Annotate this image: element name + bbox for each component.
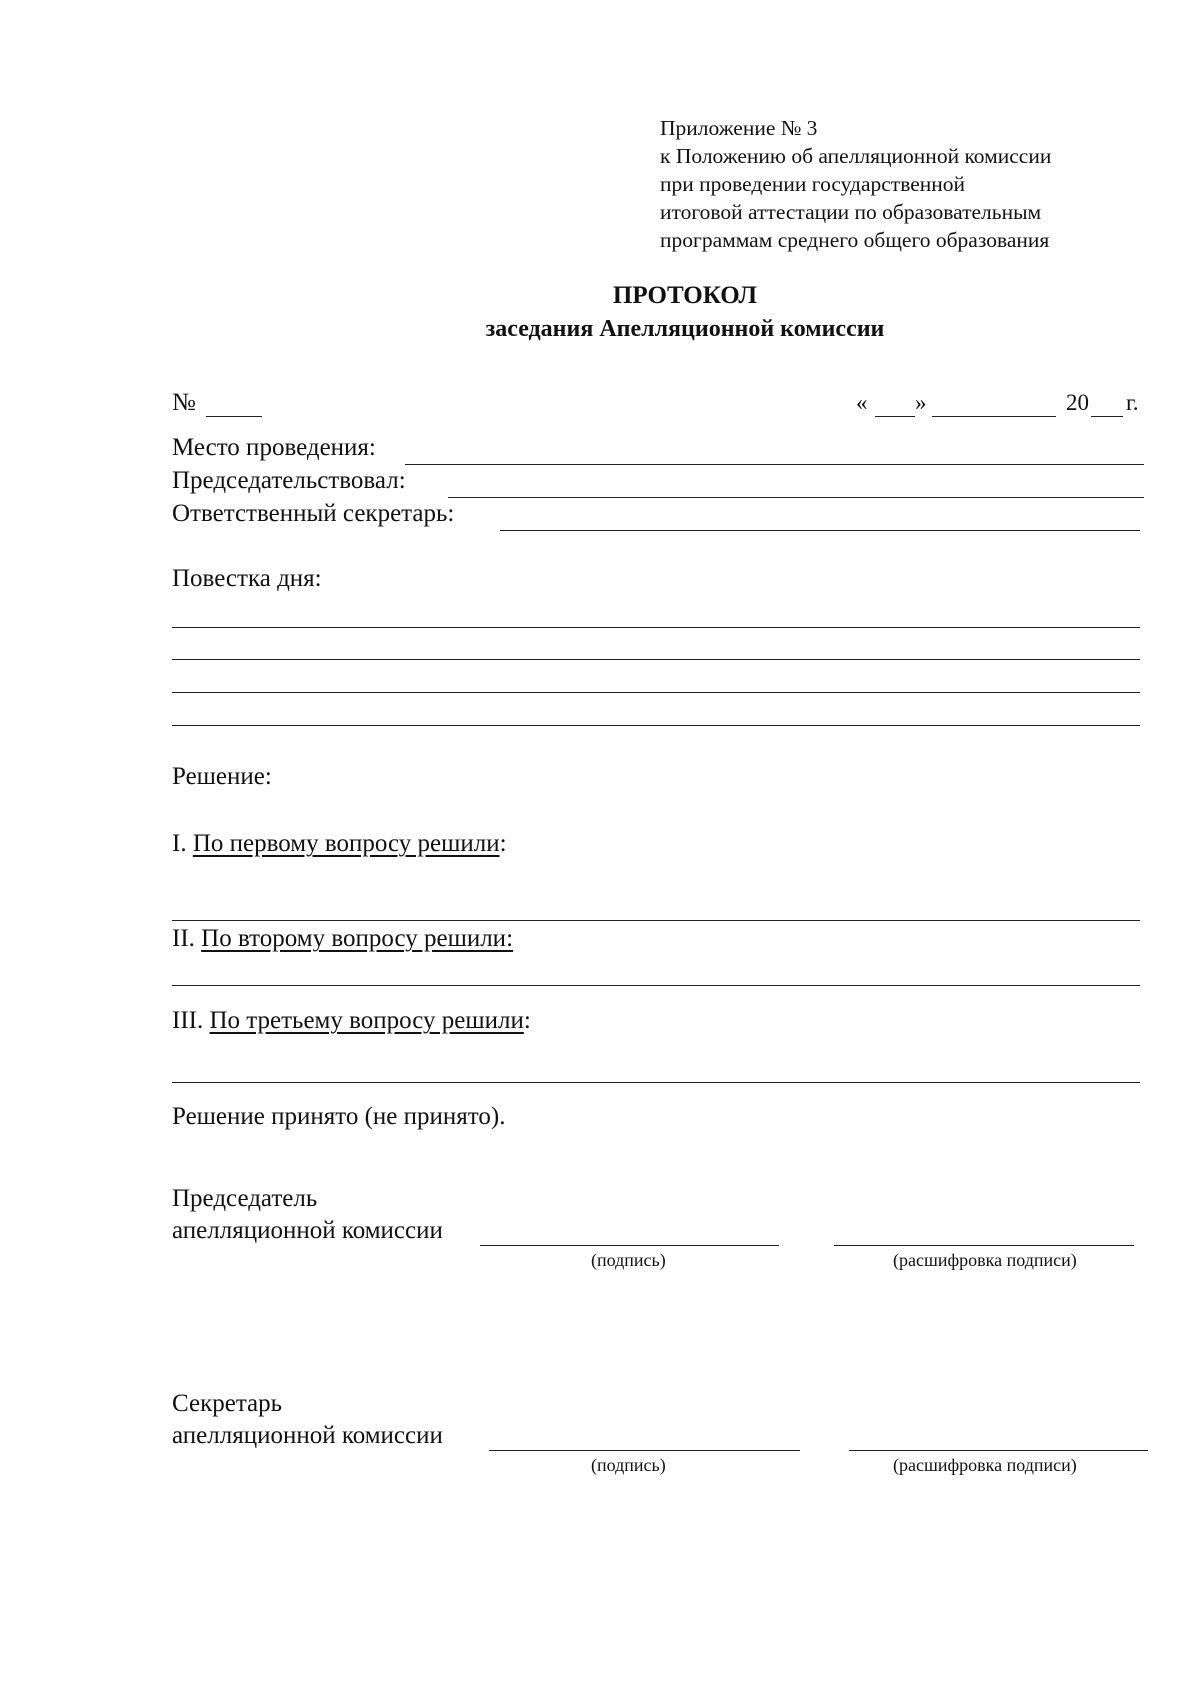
secretary-label: Ответственный секретарь: [172, 500, 455, 527]
date-open-quote: « [856, 390, 868, 415]
chair-decoding-caption: (расшифровка подписи) [893, 1250, 1077, 1270]
question-numeral: I. [172, 830, 187, 857]
appendix-line: программам среднего общего образования [660, 228, 1050, 252]
agenda-line[interactable] [172, 692, 1140, 693]
question-text: По первому вопросу решили [192, 830, 500, 857]
appendix-line: к Положению об апелляционной комиссии [660, 144, 1052, 168]
secretary-signature-title-line2: апелляционной комиссии [172, 1422, 443, 1449]
secretary-signature-caption: (подпись) [591, 1455, 666, 1475]
chair-signature-title: Председатель [172, 1185, 318, 1212]
appendix-line: при проведении государственной [660, 172, 966, 196]
place-label: Место проведения: [172, 434, 376, 461]
year-prefix: 20 [1066, 390, 1089, 415]
appendix-line: Приложение № 3 [660, 116, 818, 140]
appendix-block [660, 114, 1051, 254]
question-numeral: III. [172, 1007, 204, 1034]
document-subtitle: заседания Апелляционной комиссии [485, 316, 885, 342]
date-close-quote: » [915, 390, 927, 415]
agenda-label: Повестка дня: [172, 565, 322, 592]
chair-field[interactable] [448, 497, 1144, 498]
appendix-line: итоговой аттестации по образовательным [660, 200, 1042, 224]
year-suffix: г. [1126, 390, 1139, 415]
document-title: ПРОТОКОЛ [612, 282, 758, 309]
question-text: По третьему вопросу решили [209, 1007, 524, 1034]
secretary-decoding-line[interactable] [849, 1450, 1148, 1451]
question-numeral: II. [172, 925, 195, 952]
decision-label: Решение: [172, 763, 272, 790]
number-label: № [172, 389, 196, 416]
question-text: По второму вопросу решили: [201, 925, 514, 952]
agenda-line[interactable] [172, 659, 1140, 660]
date-month-field[interactable] [932, 416, 1056, 417]
secretary-signature-title: Секретарь [172, 1390, 283, 1417]
number-field[interactable] [206, 416, 262, 417]
secretary-field[interactable] [500, 530, 1140, 531]
chair-signature-title-line2: апелляционной комиссии [172, 1217, 443, 1244]
question-3-answer-line[interactable] [172, 1082, 1140, 1083]
chair-signature-line[interactable] [480, 1245, 779, 1246]
question-suffix: : [499, 830, 507, 857]
chair-signature-caption: (подпись) [591, 1250, 666, 1270]
secretary-signature-line[interactable] [489, 1450, 800, 1451]
question-1-answer-line[interactable] [172, 920, 1140, 921]
chair-decoding-line[interactable] [834, 1245, 1134, 1246]
place-field[interactable] [405, 464, 1144, 465]
question-2-heading [172, 924, 513, 954]
question-2-answer-line[interactable] [172, 985, 1140, 986]
question-3-heading [172, 1006, 531, 1036]
question-suffix: : [523, 1007, 531, 1034]
date-year-field[interactable] [1091, 416, 1123, 417]
date-day-field[interactable] [875, 416, 915, 417]
decision-result: Решение принято (не принято). [172, 1103, 506, 1130]
question-1-heading [172, 829, 507, 859]
secretary-decoding-caption: (расшифровка подписи) [893, 1455, 1077, 1475]
chair-label: Председательствовал: [172, 467, 406, 494]
agenda-line[interactable] [172, 627, 1140, 628]
agenda-line[interactable] [172, 725, 1140, 726]
